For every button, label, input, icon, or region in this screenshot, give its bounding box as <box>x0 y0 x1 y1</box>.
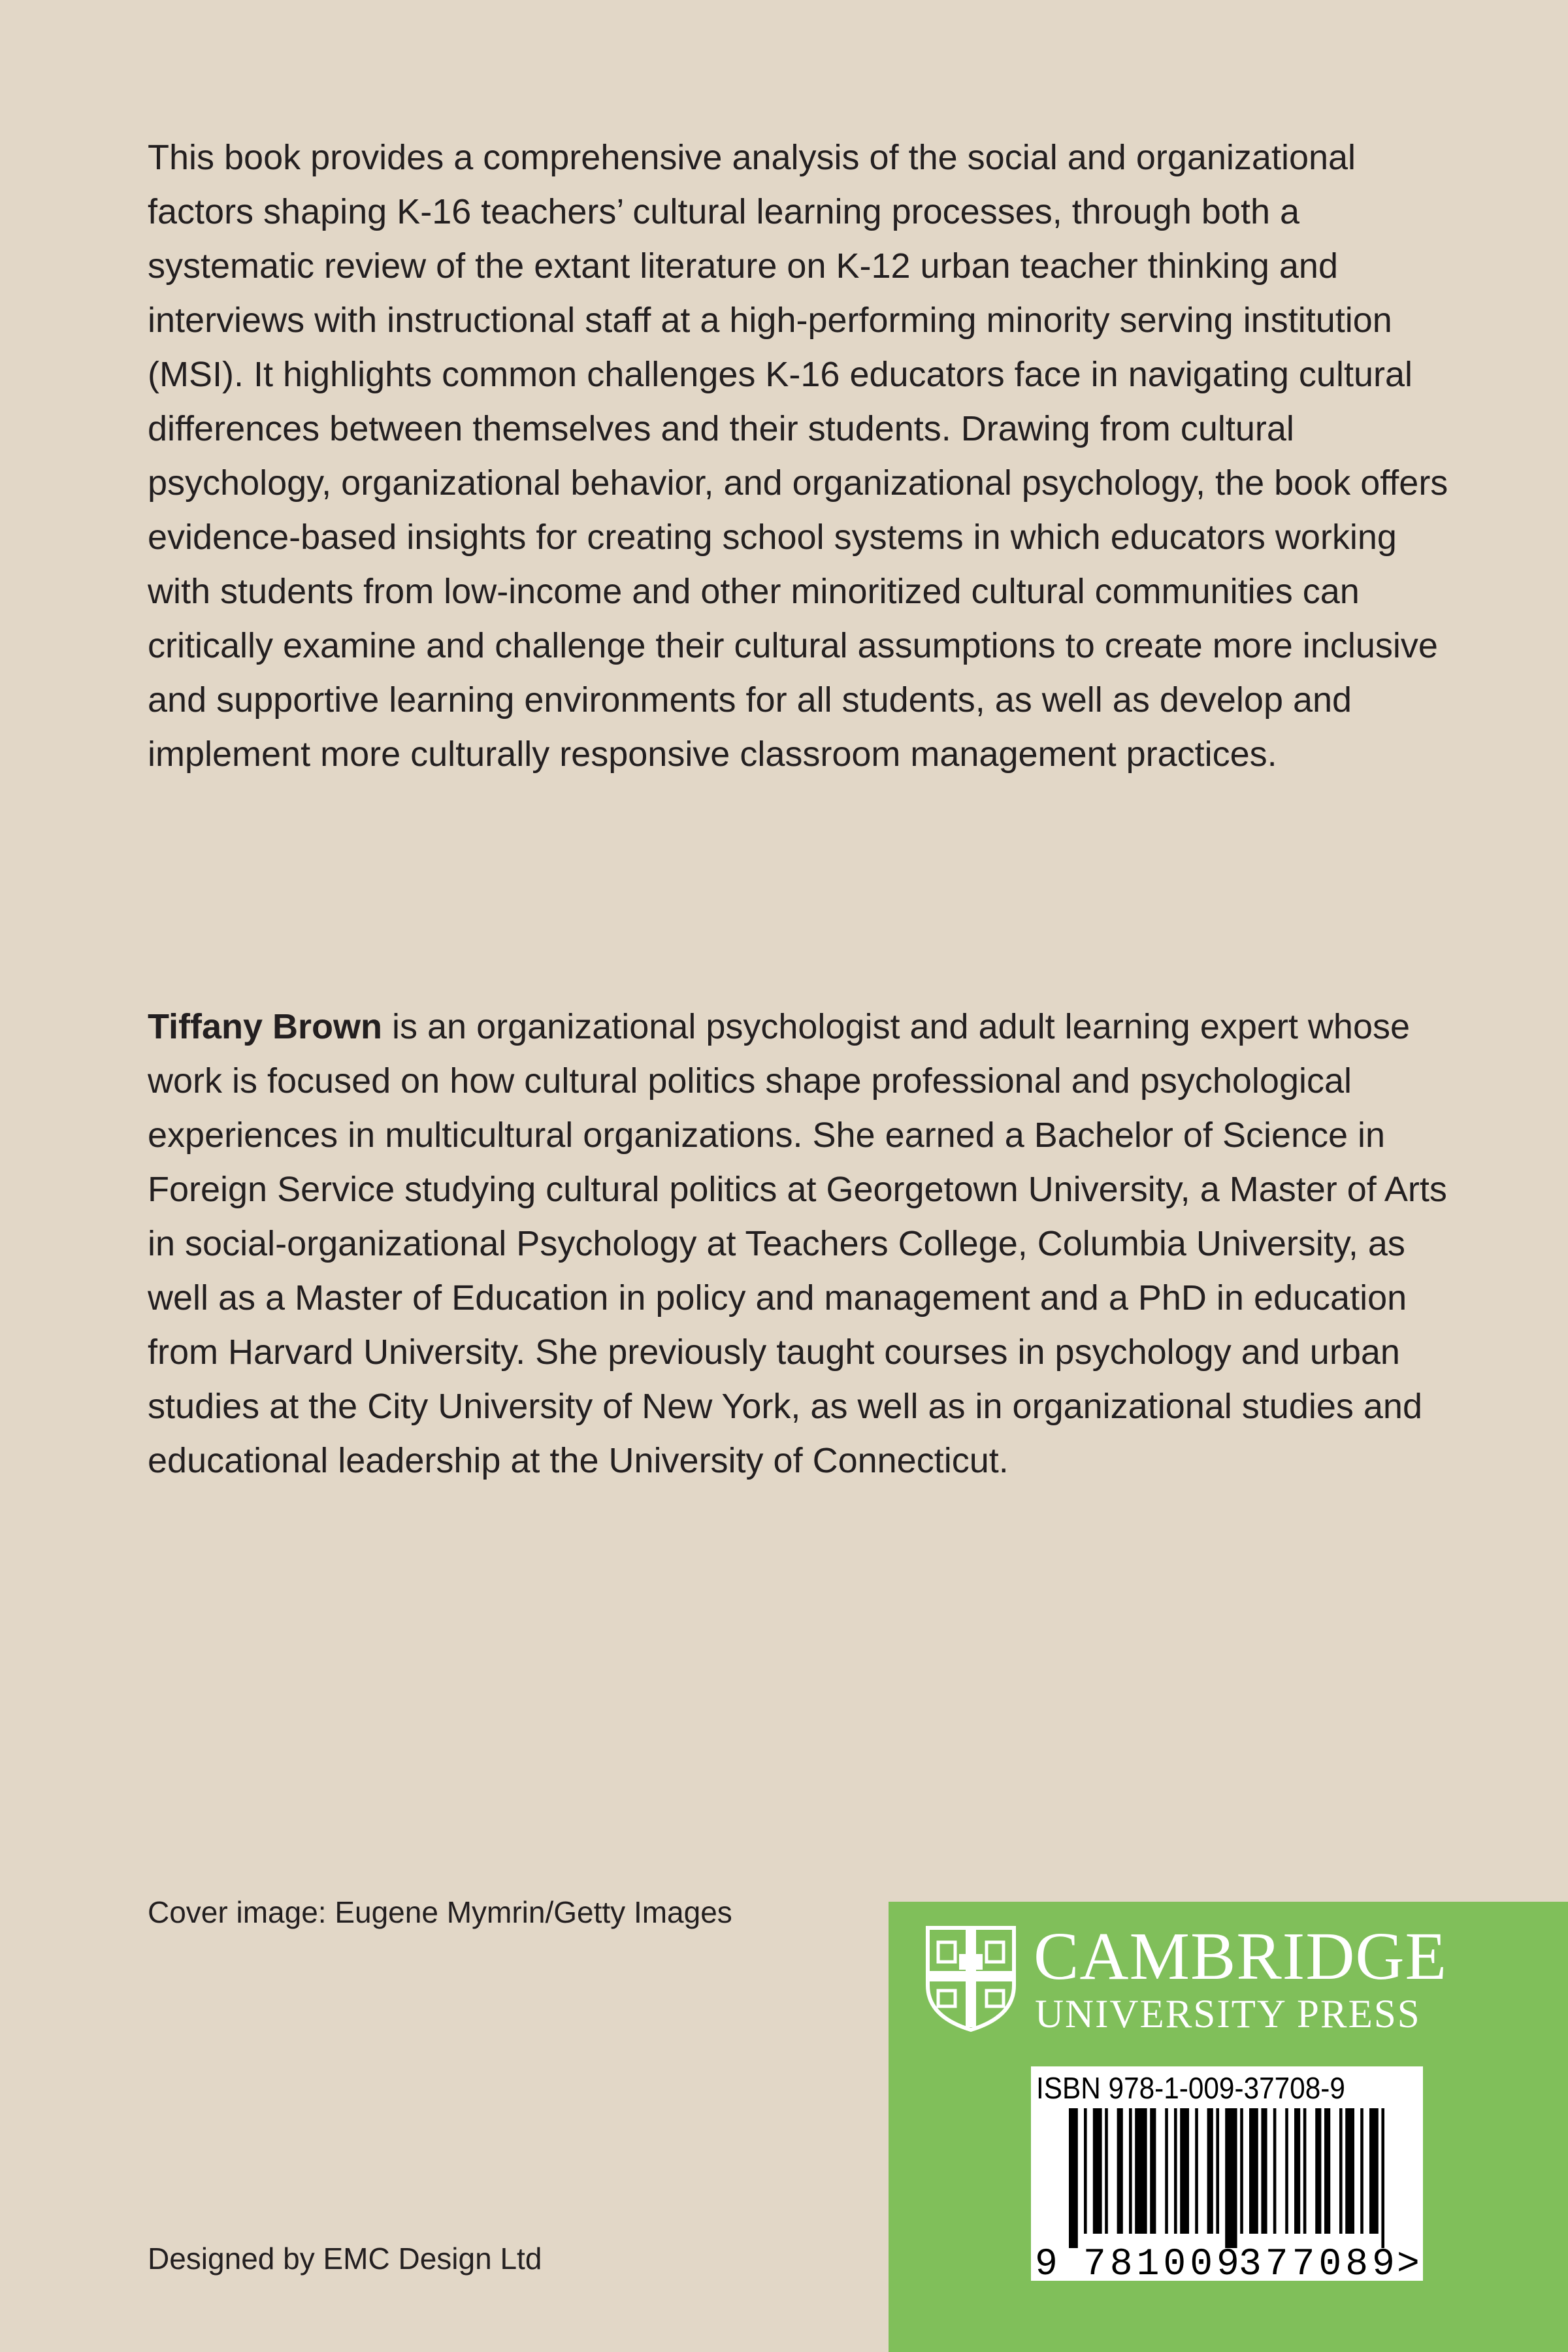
author-name: Tiffany Brown <box>148 1007 383 1046</box>
barcode-bar <box>1135 2108 1147 2234</box>
cambridge-crest-icon <box>925 1925 1017 2032</box>
barcode-bar <box>1381 2108 1384 2248</box>
barcode-bar <box>1225 2108 1237 2248</box>
barcode-bar <box>1369 2108 1379 2234</box>
barcode-arrow: > <box>1397 2244 1420 2281</box>
publisher-name: CAMBRIDGE <box>1034 1919 1448 1994</box>
cover-image-credit: Cover image: Eugene Mymrin/Getty Images <box>148 1895 732 1929</box>
barcode-bar <box>1084 2108 1087 2234</box>
barcode-bar <box>1093 2108 1102 2234</box>
barcode-bar <box>1273 2108 1277 2234</box>
barcode-bar <box>1303 2108 1307 2234</box>
barcode-bar <box>1216 2108 1219 2234</box>
barcode-bar <box>1129 2108 1132 2234</box>
author-bio-text: is an organizational psychologist and adult learning expert whose work is focused on how cultural politics shape professional and psychological experiences in multicultural organizations. She earned a Bachelor of Science in Foreign Service studying cultural politics at Georgetown University, a Master of Arts in social-organizational Psychology at Teachers College, Columbia University, as well as a Master of Education in policy and management and a PhD in education from Harvard University. She previously taught courses in psychology and urban studies at the City University of New York, as well as in organizational studies and educational leadership at the University of Connecticut. <box>148 1007 1447 1480</box>
barcode-bar <box>1105 2108 1108 2234</box>
barcode-bar <box>1285 2108 1288 2234</box>
barcode-bar <box>1069 2108 1078 2248</box>
isbn-label: ISBN 978-1-009-37708-9 <box>1036 2071 1345 2105</box>
barcode-bar <box>1195 2108 1198 2234</box>
barcode-bar <box>1324 2108 1330 2234</box>
barcode-bar <box>1345 2108 1354 2234</box>
publisher-panel <box>889 1902 1568 2352</box>
book-description: This book provides a comprehensive analysis of the social and organizational factors shaping K-16 teachers’ cultural learning processes, through both a systematic review of the extant literature on K-12 urban teacher thinking and interviews with instructional staff at a high-performing minority serving institution (MSI). It highlights common challenges K-16 educators face in navigating cultural differences between themselves and their students. Drawing from cultural psychology, organizational behavior, and organizational psychology, the book offers evidence-based insights for creating school systems in which educators working with students from low-income and other minoritized cultural communities can critically examine and challenge their cultural assumptions to create more inclusive and supportive learning environments for all students, as well as develop and implement more culturally responsive classroom management practices. <box>148 138 1448 774</box>
author-bio <box>148 1000 1461 1488</box>
barcode-digits-left: 781009 <box>1083 2244 1243 2281</box>
barcode-bar <box>1174 2108 1177 2234</box>
barcode-bar <box>1360 2108 1364 2234</box>
barcode-bar <box>1117 2108 1123 2234</box>
barcode-bar <box>1261 2108 1267 2234</box>
barcode-bar <box>1180 2108 1189 2234</box>
barcode-bar <box>1339 2108 1343 2234</box>
barcode-bar <box>1207 2108 1213 2234</box>
barcode-digits-right: 377089 <box>1239 2244 1399 2281</box>
barcode-bar <box>1150 2108 1156 2234</box>
barcode-bar <box>1165 2108 1168 2234</box>
barcode-bar <box>1249 2108 1258 2234</box>
barcode-bar <box>1294 2108 1300 2234</box>
barcode-bars <box>1031 2066 1423 2281</box>
barcode-digit-first: 9 <box>1035 2244 1058 2281</box>
barcode-bar <box>1315 2108 1321 2234</box>
designer-credit: Designed by EMC Design Ltd <box>148 2242 542 2276</box>
barcode <box>1031 2066 1423 2281</box>
publisher-subtitle: UNIVERSITY PRESS <box>1035 1993 1421 2036</box>
barcode-bar <box>1240 2108 1243 2234</box>
